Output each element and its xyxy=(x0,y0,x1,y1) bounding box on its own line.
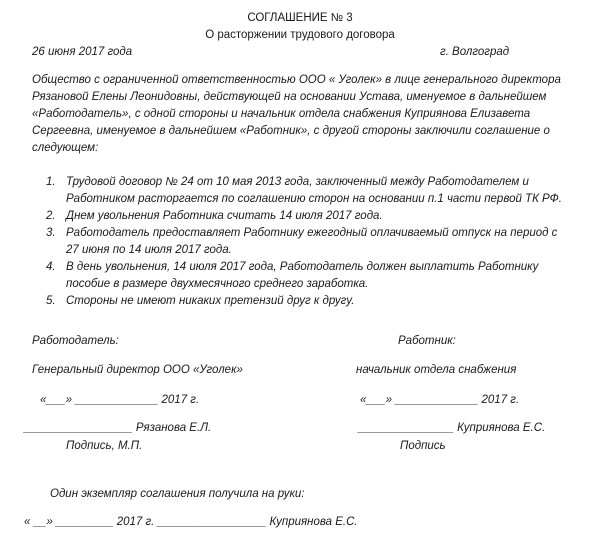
item-text: пособие в размере двухмесячного среднего заработка. xyxy=(66,278,369,290)
item-text: Трудовой договор № 24 от 10 мая 2013 года, заключенный между Работодателем и xyxy=(66,176,529,188)
item-text: Работником расторгается по соглашению сторон на основании п.1 части первой ТК РФ. xyxy=(66,193,562,205)
item-text: Стороны не имеют никаких претензий друг к другу. xyxy=(66,295,355,307)
list-item xyxy=(46,174,576,208)
intro-line: Рязановой Елены Леонидовны, действующей на основании Устава, именуемое в дальнейшем xyxy=(32,91,547,103)
employer-sign-line: _________________ Рязанова Е.Л. xyxy=(24,422,212,434)
document-title: СОГЛАШЕНИЕ № 3 xyxy=(247,12,353,24)
item-number: 5. xyxy=(46,295,56,307)
item-text: Днем увольнения Работника считать 14 июля 2017 года. xyxy=(66,210,383,222)
item-text: Работодатель предоставляет Работнику ежегодный оплачиваемый отпуск на период с xyxy=(66,227,558,239)
employer-label: Работодатель: xyxy=(32,335,119,347)
intro-line: Сергеевна, именуемое в дальнейшем «Работник», с другой стороны заключили соглашение о xyxy=(32,125,550,137)
receipt-text: Один экземпляр соглашения получила на руки: xyxy=(50,488,305,500)
document-city: г. Волгоград xyxy=(440,46,510,58)
receipt-line: « __» _________ 2017 г. _________________ Куприянова Е.С. xyxy=(24,516,358,528)
terms-list xyxy=(46,174,576,310)
employee-label: Работник: xyxy=(398,335,456,347)
item-number: 4. xyxy=(46,261,56,273)
employee-date-line: «___» _____________ 2017 г. xyxy=(360,394,520,406)
document-subtitle: О расторжении трудового договора xyxy=(205,29,395,41)
list-item xyxy=(46,259,576,293)
intro-line: «Работодатель», с одной стороны и начальник отдела снабжения Куприянова Елизавета xyxy=(32,108,531,120)
employer-position: Генеральный директор ООО «Уголек» xyxy=(32,364,243,376)
document-date: 26 июня 2017 года xyxy=(32,46,133,58)
item-text: 27 июня по 14 июля 2017 года. xyxy=(66,244,232,256)
item-number: 2. xyxy=(46,210,56,222)
list-item xyxy=(46,208,576,225)
list-item xyxy=(46,225,576,259)
intro-line: следующем: xyxy=(32,142,99,154)
employee-position: начальник отдела снабжения xyxy=(356,364,517,376)
intro-paragraph xyxy=(32,72,572,157)
employer-sign-caption: Подпись, М.П. xyxy=(66,440,143,452)
item-number: 3. xyxy=(46,227,56,239)
intro-line: Общество с ограниченной ответственностью ООО « Уголек» в лице генерального директора xyxy=(32,74,561,86)
item-text: В день увольнения, 14 июля 2017 года, Работодатель должен выплатить Работнику xyxy=(66,261,539,273)
item-number: 1. xyxy=(46,176,56,188)
employer-date-line: «___» _____________ 2017 г. xyxy=(40,394,200,406)
employee-sign-line: _______________ Куприянова Е.С. xyxy=(358,422,546,434)
list-item xyxy=(46,293,576,310)
employee-sign-caption: Подпись xyxy=(400,440,446,452)
